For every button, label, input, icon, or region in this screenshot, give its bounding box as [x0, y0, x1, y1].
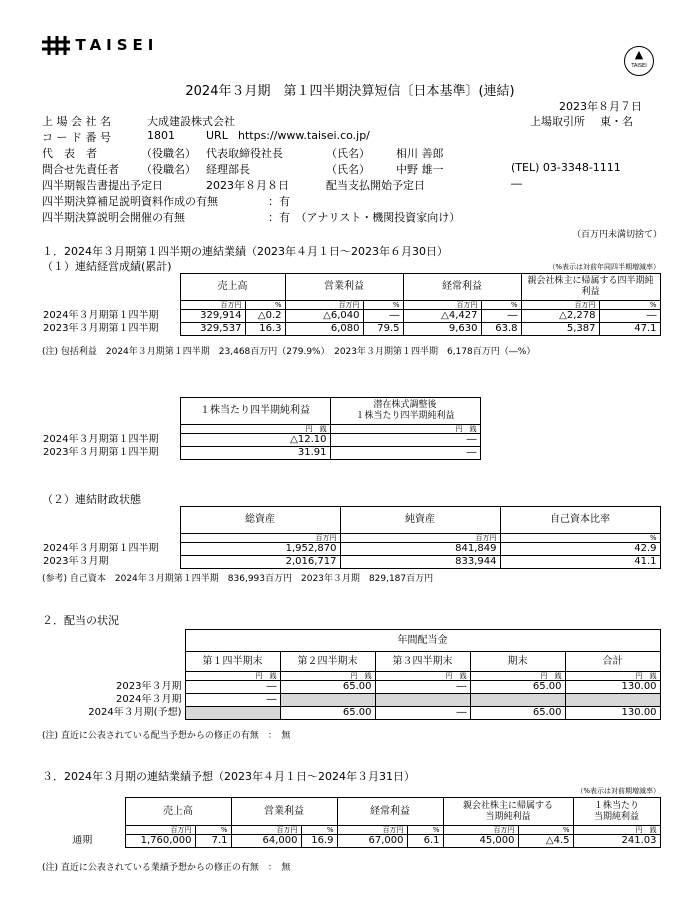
row-label: 2023年３月期 [43, 556, 109, 567]
unit-label: % [245, 301, 285, 310]
report-date: 2023年８月７日 [559, 100, 642, 113]
cell: 329,537 [180, 323, 245, 336]
header-q2-end: 第２四半期末 [280, 652, 375, 672]
code-label: コ ー ド 番 号 [42, 131, 111, 144]
unit-label: 百万円 [337, 826, 407, 835]
cell: ― [375, 681, 470, 694]
header-q3-end: 第３四半期末 [375, 652, 470, 672]
cell: 9,630 [403, 323, 481, 336]
cell: △0.2 [245, 310, 285, 323]
unit-label: 百万円 [231, 826, 301, 835]
cell [375, 694, 470, 707]
section1-title: １．2024年３月期第１四半期の連結業績（2023年４月１日～2023年６月30日） [42, 245, 448, 258]
cell: 329,914 [180, 310, 245, 323]
unit-label: 百万円 [125, 826, 195, 835]
row-label: 2023年３月期第１四半期 [43, 447, 159, 458]
row-label: 2024年３月期第１四半期 [43, 310, 159, 321]
report-submit-date: 2023年８月８日 [206, 179, 289, 192]
unit-label: 円 銭 [180, 425, 330, 434]
header-total-assets: 総資産 [180, 507, 340, 534]
cell: △2,278 [521, 310, 599, 323]
cell: 2,016,717 [180, 556, 340, 569]
table-row [40, 447, 480, 460]
header-ordinary-income: 経常利益 [403, 274, 521, 301]
cell: 1,760,000 [125, 835, 195, 848]
cell [565, 694, 660, 707]
unit-label: % [363, 301, 403, 310]
cell: 31.91 [180, 447, 330, 460]
cell: 65.00 [280, 681, 375, 694]
cell [280, 694, 375, 707]
cell: 5,387 [521, 323, 599, 336]
table-row [40, 681, 660, 694]
logo [40, 34, 158, 56]
header-net-income: 親会社株主に帰属する四半期純利益 [521, 274, 660, 301]
table-row [40, 434, 480, 447]
tel: (TEL) 03-3348-1111 [511, 161, 621, 174]
cell: 65.00 [280, 707, 375, 720]
table-row [40, 556, 660, 569]
header-net-income: 親会社株主に帰属する 当期純利益 [443, 798, 573, 826]
section1-sub2: （２）連結財政状態 [42, 493, 141, 506]
table-row [40, 707, 660, 720]
cell: 841,849 [340, 543, 500, 556]
unit-label: % [599, 301, 660, 310]
header-sales: 売上高 [180, 274, 285, 301]
unit-label: 百万円 [180, 534, 340, 543]
taisei-badge [624, 46, 654, 76]
header-equity-ratio: 自己資本比率 [500, 507, 660, 534]
row-label: 2024年３月期 [116, 694, 182, 705]
header-ordinary-income: 経常利益 [337, 798, 443, 826]
operating-results-table [40, 273, 661, 336]
header-sales: 売上高 [125, 798, 231, 826]
cell: 65.00 [470, 681, 565, 694]
cell: 65.00 [470, 707, 565, 720]
cell: 1,952,870 [180, 543, 340, 556]
unit-label: % [500, 534, 660, 543]
unit-label: 百万円 [521, 301, 599, 310]
unit-label: 円 銭 [280, 672, 375, 681]
cell: ― [599, 310, 660, 323]
unit-label: % [518, 826, 573, 835]
tree-icon: ▲ [634, 48, 644, 61]
cell: 130.00 [565, 681, 660, 694]
cell: 63.8 [481, 323, 521, 336]
forecast-revision-note: (注) 直近に公表されている業績予想からの修正の有無 ： 無 [42, 863, 291, 873]
cell: △4,427 [403, 310, 481, 323]
unit-label: % [195, 826, 231, 835]
cell: ― [375, 707, 470, 720]
header-annual-dividend: 年間配当金 [185, 630, 660, 652]
row-label: 2024年３月期第１四半期 [43, 543, 159, 554]
cell: 130.00 [565, 707, 660, 720]
logo-text: TAISEI [75, 36, 159, 54]
cell: 67,000 [337, 835, 407, 848]
exchange: 東・名 [600, 115, 633, 128]
supp-label: 四半期決算補足説明資料作成の有無 [42, 195, 218, 208]
header-operating-income: 営業利益 [285, 274, 403, 301]
rep-name: 相川 善郎 [396, 147, 444, 160]
rep-label: 代 表 者 [42, 147, 97, 160]
cell: 42.9 [500, 543, 660, 556]
unit-label: 円 銭 [330, 425, 480, 434]
header-q1-end: 第１四半期末 [185, 652, 280, 672]
table-row [40, 543, 660, 556]
badge-text: TAISEI [631, 63, 647, 69]
unit-label: 円 銭 [470, 672, 565, 681]
row-label: 通期 [72, 835, 93, 846]
row-label: 2023年３月期第１四半期 [43, 323, 159, 334]
forecast-table [40, 797, 661, 848]
cell: 45,000 [443, 835, 518, 848]
briefing-label: 四半期決算説明会開催の有無 [42, 211, 185, 224]
table-row [40, 835, 660, 848]
section1-sub1: （１）連結経営成績(累計) [42, 260, 172, 273]
url-label: URL [206, 129, 228, 142]
cell: △4.5 [518, 835, 573, 848]
rep-name-label: （氏名） [326, 147, 370, 160]
cell [185, 707, 280, 720]
unit-label: % [481, 301, 521, 310]
report-date-label: 四半期報告書提出予定日 [42, 179, 163, 192]
header-eps: １株当たり四半期純利益 [180, 398, 330, 425]
financial-position-table [40, 506, 661, 569]
dividends-table [40, 629, 661, 720]
row-label: 2024年３月期第１四半期 [43, 434, 159, 445]
unit-label: % [301, 826, 337, 835]
briefing-value: ：有 （アナリスト・機関投資家向け） [268, 211, 461, 224]
unit-label: 百万円 [180, 301, 245, 310]
table-row [40, 694, 660, 707]
cell: ― [481, 310, 521, 323]
unit-label: 円 銭 [573, 826, 660, 835]
cell: 79.5 [363, 323, 403, 336]
comprehensive-income-note: (注) 包括利益 2024年３月期第１四半期 23,468百万円（279.9%） 2023年３月期第１四半期 6,178百万円（―%） [42, 347, 536, 357]
contact-name: 中野 雄一 [396, 163, 444, 176]
cell: ― [363, 310, 403, 323]
url-link[interactable]: https://www.taisei.co.jp/ [238, 129, 370, 142]
header-eps: １株当たり 当期純利益 [573, 798, 660, 826]
section3-pct-note: （%表示は対前期増減率） [576, 787, 660, 795]
rep-title-label: （役職名） [141, 147, 196, 160]
cell: ― [185, 681, 280, 694]
equity-note: (参考) 自己資本 2024年３月期第１四半期 836,993百万円 2023年３月期 829,187百万円 [42, 574, 434, 584]
section3-title: ３．2024年３月期の連結業績予想（2023年４月１日～2024年３月31日） [42, 770, 415, 783]
cell: 47.1 [599, 323, 660, 336]
header-total: 合計 [565, 652, 660, 672]
cell: 6,080 [285, 323, 363, 336]
dividend-date: ― [511, 177, 522, 190]
header-diluted-eps: 潜在株式調整後 １株当たり四半期純利益 [330, 398, 480, 425]
company-name-label: 上 場 会 社 名 [42, 115, 111, 128]
units-note: （百万円未満切捨て） [571, 230, 662, 240]
row-label: 2024年３月期(予想) [88, 707, 182, 718]
section1-pct-note: （%表示は対前年同四半期増減率） [548, 263, 660, 271]
table-row [40, 310, 660, 323]
cell: 41.1 [500, 556, 660, 569]
header-operating-income: 営業利益 [231, 798, 337, 826]
cell: 833,944 [340, 556, 500, 569]
unit-label: % [407, 826, 443, 835]
unit-label: 百万円 [443, 826, 518, 835]
cell [470, 694, 565, 707]
code: 1801 [147, 129, 175, 142]
eps-table [40, 397, 481, 460]
unit-label: 円 銭 [185, 672, 280, 681]
section2-title: ２．配当の状況 [42, 614, 119, 627]
cell: 16.9 [301, 835, 337, 848]
header-net-assets: 純資産 [340, 507, 500, 534]
cell: ― [330, 447, 480, 460]
cell: △6,040 [285, 310, 363, 323]
company-name: 大成建設株式会社 [147, 115, 235, 128]
cell: ― [330, 434, 480, 447]
unit-label: 百万円 [403, 301, 481, 310]
dividend-revision-note: (注) 直近に公表されている配当予想からの修正の有無 ： 無 [42, 731, 291, 741]
cell: 64,000 [231, 835, 301, 848]
cell: 6.1 [407, 835, 443, 848]
unit-label: 円 銭 [565, 672, 660, 681]
page-title: 2024年３月期 第１四半期決算短信〔日本基準〕(連結) [185, 84, 515, 99]
supp-value: ：有 [268, 195, 290, 208]
cell: △12.10 [180, 434, 330, 447]
contact-title: 経理部長 [206, 163, 250, 176]
unit-label: 円 銭 [375, 672, 470, 681]
table-row [40, 323, 660, 336]
rep-title: 代表取締役社長 [206, 147, 283, 160]
cell: 241.03 [573, 835, 660, 848]
cell: 16.3 [245, 323, 285, 336]
contact-title-label: （役職名） [141, 163, 196, 176]
taisei-logo-icon [40, 34, 72, 56]
unit-label: 百万円 [285, 301, 363, 310]
header-year-end: 期末 [470, 652, 565, 672]
cell: 7.1 [195, 835, 231, 848]
dividend-date-label: 配当支払開始予定日 [326, 179, 425, 192]
contact-name-label: （氏名） [326, 163, 370, 176]
cell: ― [185, 694, 280, 707]
unit-label: 百万円 [340, 534, 500, 543]
row-label: 2023年３月期 [116, 681, 182, 692]
exchange-label: 上場取引所 [530, 115, 585, 128]
contact-label: 問合せ先責任者 [42, 163, 119, 176]
